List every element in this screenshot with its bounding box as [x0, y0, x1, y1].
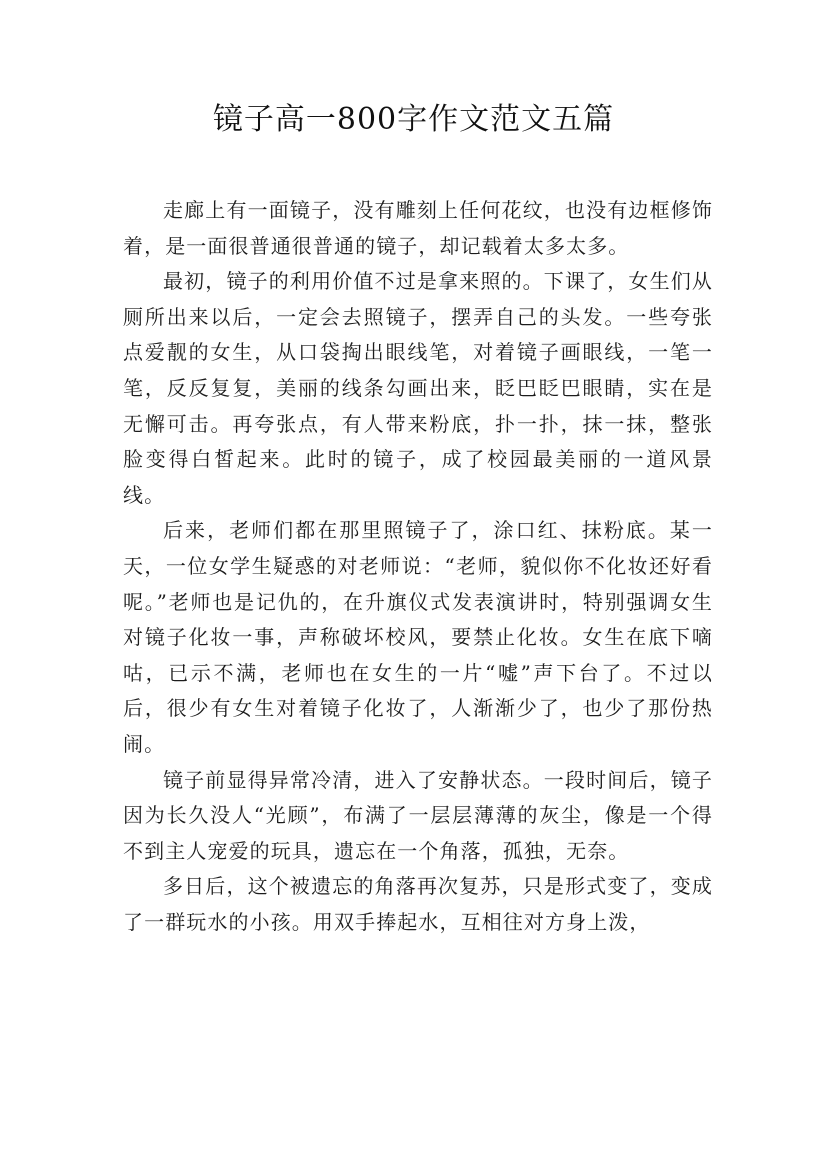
document-title: 镜子高一800字作文范文五篇	[212, 102, 615, 137]
paragraph: 镜子前显得异常冷清，进入了安静状态。一段时间后，镜子因为长久没人“光顾”，布满了一层层薄薄的灰尘，像是一个得不到主人宠爱的玩具，遗忘在一个角落，孤独，无奈。	[123, 767, 713, 863]
paragraph: 后来，老师们都在那里照镜子了，涂口红、抹粉底。某一天，一位女学生疑惑的对老师说：“老师，貌似你不化妆还好看呢。”老师也是记仇的，在升旗仪式发表演讲时，特别强调女生对镜子化妆一事，声称破坏校风，要禁止化妆。女生在底下嘀咕，已示不满，老师也在女生的一片“嘘”声下台了。不过以后，很少有女生对着镜子化妆了，人渐渐少了，也少了那份热闹。	[123, 518, 713, 756]
paragraph: 多日后，这个被遗忘的角落再次复苏，只是形式变了，变成了一群玩水的小孩。用双手捧起水，互相往对方身上泼，	[123, 874, 713, 934]
paragraph: 走廊上有一面镜子，没有雕刻上任何花纹，也没有边框修饰着，是一面很普通很普通的镜子，却记载着太多太多。	[123, 198, 713, 258]
essay-body	[123, 193, 713, 940]
paragraph: 最初，镜子的利用价值不过是拿来照的。下课了，女生们从厕所出来以后，一定会去照镜子，摆弄自己的头发。一些夸张点爱靓的女生，从口袋掏出眼线笔，对着镜子画眼线，一笔一笔，反反复复，美丽的线条勾画出来，眨巴眨巴眼睛，实在是无懈可击。再夸张点，有人带来粉底，扑一扑，抹一抹，整张脸变得白皙起来。此时的镜子，成了校园最美丽的一道风景线。	[123, 269, 713, 507]
